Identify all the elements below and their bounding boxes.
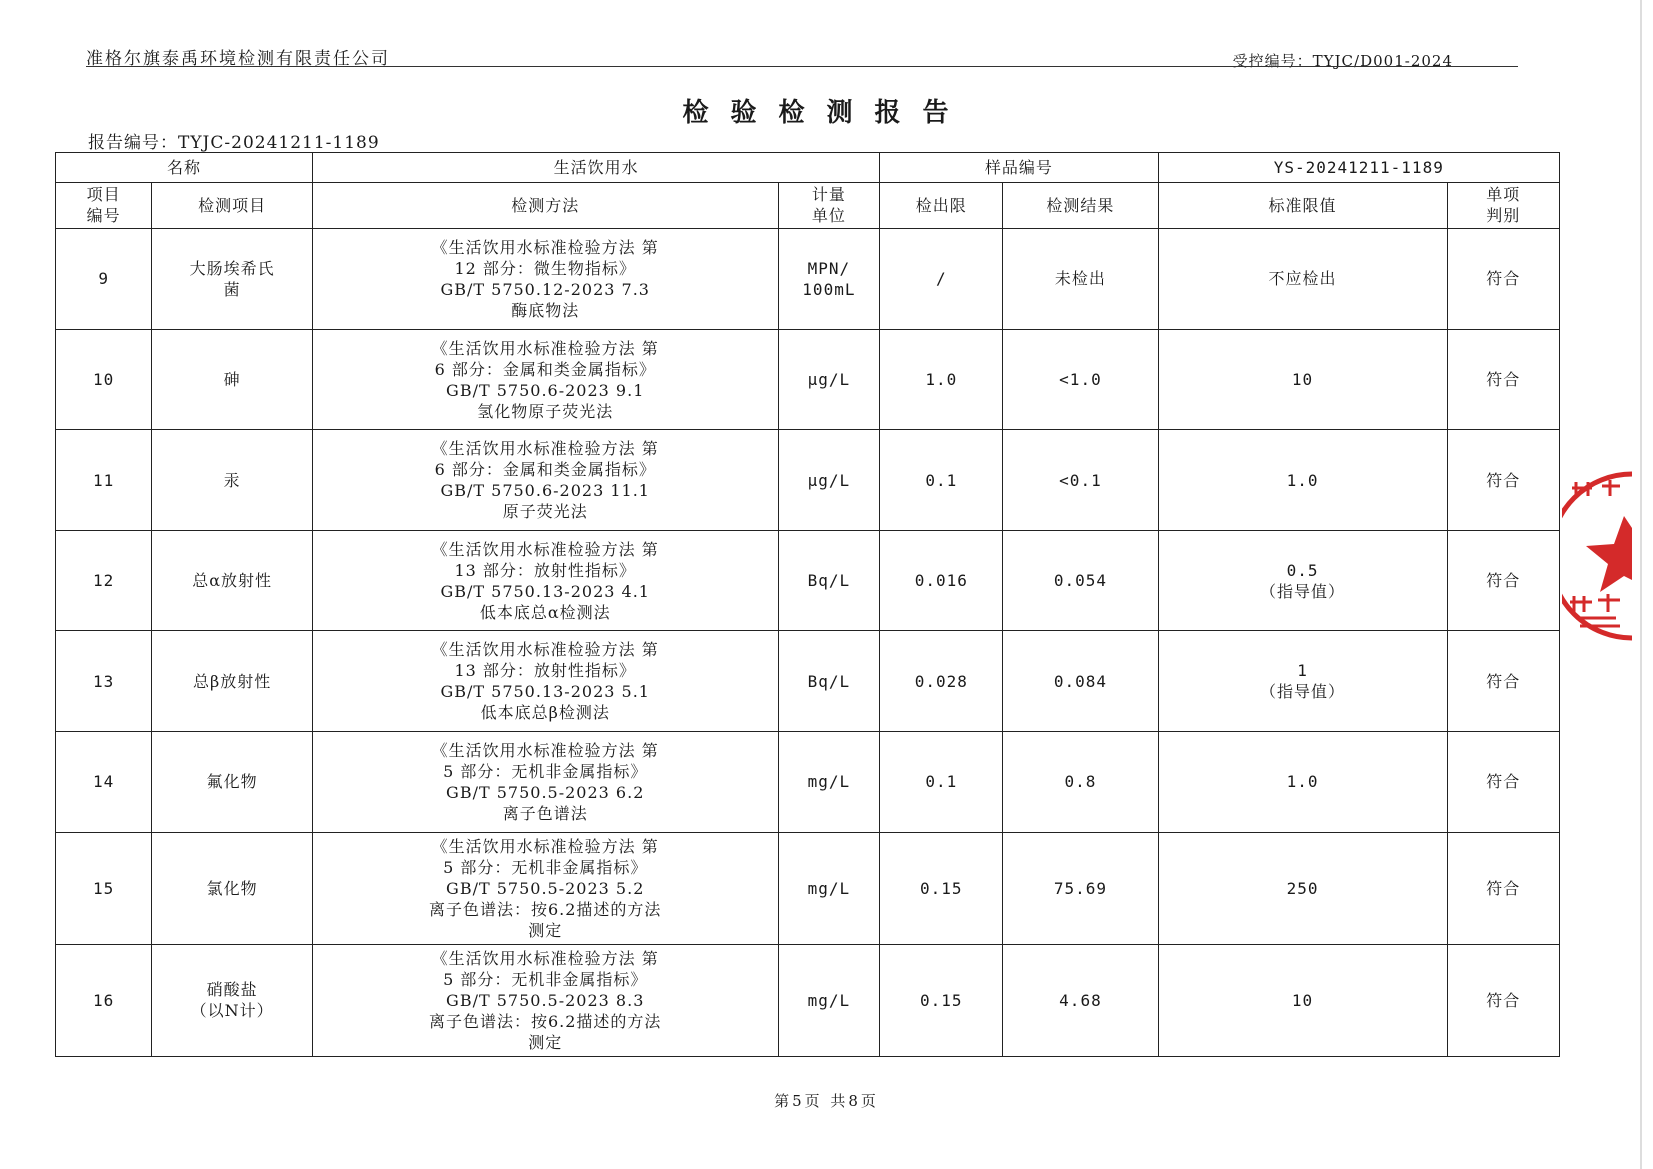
unit-line: mg/L xyxy=(807,990,851,1010)
cell-item-no: 15 xyxy=(56,832,152,944)
cell-item-name xyxy=(152,944,313,1056)
method-line: 酶底物法 xyxy=(511,300,580,320)
cell-detection-limit: / xyxy=(880,229,1003,330)
unit-line: Bq/L xyxy=(807,671,851,691)
cell-item-no: 14 xyxy=(56,732,152,833)
cell-item-name xyxy=(152,631,313,732)
cell-detection-limit: 0.15 xyxy=(880,944,1003,1056)
item-name-line: 总α放射性 xyxy=(192,571,273,591)
cell-method xyxy=(312,329,778,430)
cell-standard-limit xyxy=(1158,329,1447,430)
item-name-line: 砷 xyxy=(223,370,241,390)
cell-result: <1.0 xyxy=(1003,329,1158,430)
item-name-line: 大肠埃希氏 xyxy=(189,258,275,278)
cell-judgement: 符合 xyxy=(1447,430,1559,531)
report-number: 报告编号：TYJC-20241211-1189 xyxy=(88,133,380,153)
cell-item-no: 10 xyxy=(56,329,152,430)
cell-standard-limit xyxy=(1158,229,1447,330)
cell-result: 0.054 xyxy=(1003,530,1158,631)
cell-detection-limit: 0.1 xyxy=(880,430,1003,531)
cell-judgement: 符合 xyxy=(1447,944,1559,1056)
cell-method xyxy=(312,944,778,1056)
cell-method xyxy=(312,832,778,944)
col-header-standard: 标准限值 xyxy=(1158,182,1447,229)
cell-unit xyxy=(778,732,880,833)
cell-result: 75.69 xyxy=(1003,832,1158,944)
cell-unit xyxy=(778,832,880,944)
report-title: 检验检测报告 xyxy=(682,98,971,128)
standard-line: （指导值） xyxy=(1260,682,1346,702)
table-row xyxy=(56,944,1560,1056)
cell-method xyxy=(312,732,778,833)
cell-item-name xyxy=(152,329,313,430)
cell-result: 0.084 xyxy=(1003,631,1158,732)
col-header-item: 检测项目 xyxy=(152,182,313,229)
table-row xyxy=(56,530,1560,631)
method-line: GB/T 5750.5-2023 8.3 xyxy=(446,990,645,1010)
method-line: 6 部分：金属和类金属指标》 xyxy=(434,460,656,480)
method-line: 12 部分：微生物指标》 xyxy=(454,258,636,278)
cell-result: 4.68 xyxy=(1003,944,1158,1056)
method-line: 原子荧光法 xyxy=(502,502,588,522)
sample-info-row xyxy=(56,153,1560,183)
col-header-method: 检测方法 xyxy=(312,182,778,229)
cell-item-no: 9 xyxy=(56,229,152,330)
unit-line: MPN/ xyxy=(807,258,851,278)
cell-standard-limit xyxy=(1158,530,1447,631)
cell-standard-limit xyxy=(1158,732,1447,833)
item-name-line: 汞 xyxy=(223,470,241,490)
cell-unit xyxy=(778,229,880,330)
cell-unit xyxy=(778,631,880,732)
name-value: 生活饮用水 xyxy=(312,153,879,183)
cell-judgement: 符合 xyxy=(1447,229,1559,330)
cell-detection-limit: 0.1 xyxy=(880,732,1003,833)
sample-value: YS-20241211-1189 xyxy=(1158,153,1559,183)
cell-detection-limit: 0.028 xyxy=(880,631,1003,732)
method-line: 低本底总α检测法 xyxy=(479,602,611,622)
cell-judgement: 符合 xyxy=(1447,329,1559,430)
method-line: 《生活饮用水标准检验方法 第 xyxy=(431,740,659,760)
table-row xyxy=(56,832,1560,944)
cell-item-no: 12 xyxy=(56,530,152,631)
standard-line: 10 xyxy=(1291,990,1314,1010)
cell-result: <0.1 xyxy=(1003,430,1158,531)
standard-line: （指导值） xyxy=(1260,581,1346,601)
cell-detection-limit: 1.0 xyxy=(880,329,1003,430)
cell-method xyxy=(312,530,778,631)
cell-item-no: 16 xyxy=(56,944,152,1056)
method-line: 5 部分：无机非金属指标》 xyxy=(443,761,648,781)
standard-line: 1 xyxy=(1297,661,1308,681)
method-line: 离子色谱法：按6.2描述的方法 xyxy=(428,1011,662,1031)
cell-judgement: 符合 xyxy=(1447,530,1559,631)
page-footer: 第5页 共8页 xyxy=(774,1092,879,1110)
cell-unit xyxy=(778,329,880,430)
standard-line: 10 xyxy=(1291,370,1314,390)
cell-result: 未检出 xyxy=(1003,229,1158,330)
cell-standard-limit xyxy=(1158,430,1447,531)
method-line: 《生活饮用水标准检验方法 第 xyxy=(431,237,659,257)
company-name: 准格尔旗泰禹环境检测有限责任公司 xyxy=(86,49,390,69)
item-name-line: 菌 xyxy=(223,279,241,299)
method-line: 低本底总β检测法 xyxy=(480,703,610,723)
standard-line: 1.0 xyxy=(1286,470,1319,490)
item-name-line: 硝酸盐 xyxy=(206,980,258,1000)
unit-line: mg/L xyxy=(807,772,851,792)
cell-item-name xyxy=(152,229,313,330)
method-line: 离子色谱法 xyxy=(502,803,588,823)
method-line: GB/T 5750.5-2023 5.2 xyxy=(446,878,645,898)
cell-unit xyxy=(778,430,880,531)
sample-label: 样品编号 xyxy=(880,153,1158,183)
table-row xyxy=(56,631,1560,732)
method-line: 5 部分：无机非金属指标》 xyxy=(443,969,648,989)
table-row xyxy=(56,329,1560,430)
col-header-no-line: 项目 xyxy=(86,185,121,205)
standard-line: 250 xyxy=(1286,878,1319,898)
cell-standard-limit xyxy=(1158,944,1447,1056)
cell-unit xyxy=(778,530,880,631)
method-line: GB/T 5750.13-2023 5.1 xyxy=(440,682,650,702)
cell-item-name xyxy=(152,530,313,631)
col-header-judge-line: 判别 xyxy=(1486,206,1521,226)
method-line: 5 部分：无机非金属指标》 xyxy=(443,857,648,877)
table-row xyxy=(56,732,1560,833)
col-header-judge-line: 单项 xyxy=(1486,185,1521,205)
table-row xyxy=(56,430,1560,531)
name-label: 名称 xyxy=(56,153,313,183)
cell-item-name xyxy=(152,832,313,944)
standard-line: 不应检出 xyxy=(1268,269,1337,289)
table-row xyxy=(56,229,1560,330)
method-line: 《生活饮用水标准检验方法 第 xyxy=(431,836,659,856)
cell-judgement: 符合 xyxy=(1447,732,1559,833)
cell-judgement: 符合 xyxy=(1447,631,1559,732)
col-header-limit: 检出限 xyxy=(880,182,1003,229)
cell-item-no: 13 xyxy=(56,631,152,732)
results-body xyxy=(56,229,1560,1057)
unit-line: 100mL xyxy=(802,279,856,299)
item-name-line: （以N计） xyxy=(190,1001,274,1021)
control-number: 受控编号：TYJC/D001-2024 xyxy=(1232,52,1453,70)
item-name-line: 氯化物 xyxy=(206,878,258,898)
col-header-judge xyxy=(1447,182,1559,229)
cell-item-no: 11 xyxy=(56,430,152,531)
standard-line: 0.5 xyxy=(1286,560,1319,580)
unit-line: μg/L xyxy=(807,370,851,390)
method-line: 《生活饮用水标准检验方法 第 xyxy=(431,539,659,559)
results-table xyxy=(55,152,1560,1057)
cell-method xyxy=(312,229,778,330)
col-header-unit xyxy=(778,182,880,229)
col-header-no-line: 编号 xyxy=(86,206,121,226)
unit-line: Bq/L xyxy=(807,571,851,591)
method-line: GB/T 5750.5-2023 6.2 xyxy=(446,782,645,802)
method-line: 测定 xyxy=(528,920,563,940)
method-line: GB/T 5750.6-2023 11.1 xyxy=(440,481,650,501)
method-line: 测定 xyxy=(528,1032,563,1052)
method-line: 6 部分：金属和类金属指标》 xyxy=(434,359,656,379)
cell-unit xyxy=(778,944,880,1056)
col-header-unit-line: 计量 xyxy=(811,185,846,205)
cell-detection-limit: 0.15 xyxy=(880,832,1003,944)
method-line: GB/T 5750.6-2023 9.1 xyxy=(446,380,645,400)
col-header-unit-line: 单位 xyxy=(811,206,846,226)
method-line: 离子色谱法：按6.2描述的方法 xyxy=(428,899,662,919)
seal-star xyxy=(1586,516,1632,592)
cell-item-name xyxy=(152,732,313,833)
standard-line: 1.0 xyxy=(1286,772,1319,792)
cell-judgement: 符合 xyxy=(1447,832,1559,944)
col-header-result: 检测结果 xyxy=(1003,182,1158,229)
cell-result: 0.8 xyxy=(1003,732,1158,833)
method-line: 《生活饮用水标准检验方法 第 xyxy=(431,948,659,968)
cell-standard-limit xyxy=(1158,832,1447,944)
method-line: GB/T 5750.12-2023 7.3 xyxy=(440,279,650,299)
method-line: 13 部分：放射性指标》 xyxy=(454,560,636,580)
scan-edge xyxy=(1640,0,1642,1169)
cell-method xyxy=(312,631,778,732)
item-name-line: 总β放射性 xyxy=(192,671,272,691)
cell-method xyxy=(312,430,778,531)
method-line: 氢化物原子荧光法 xyxy=(477,401,614,421)
unit-line: mg/L xyxy=(807,878,851,898)
unit-line: μg/L xyxy=(807,470,851,490)
method-line: 《生活饮用水标准检验方法 第 xyxy=(431,338,659,358)
method-line: 《生活饮用水标准检验方法 第 xyxy=(431,640,659,660)
method-line: 13 部分：放射性指标》 xyxy=(454,661,636,681)
method-line: GB/T 5750.13-2023 4.1 xyxy=(440,581,650,601)
col-header-no xyxy=(56,182,152,229)
official-seal-stamp xyxy=(1562,466,1632,646)
cell-item-name xyxy=(152,430,313,531)
cell-standard-limit xyxy=(1158,631,1447,732)
cell-detection-limit: 0.016 xyxy=(880,530,1003,631)
header-divider xyxy=(86,66,1518,67)
item-name-line: 氟化物 xyxy=(206,772,258,792)
column-header-row xyxy=(56,182,1560,229)
method-line: 《生活饮用水标准检验方法 第 xyxy=(431,439,659,459)
